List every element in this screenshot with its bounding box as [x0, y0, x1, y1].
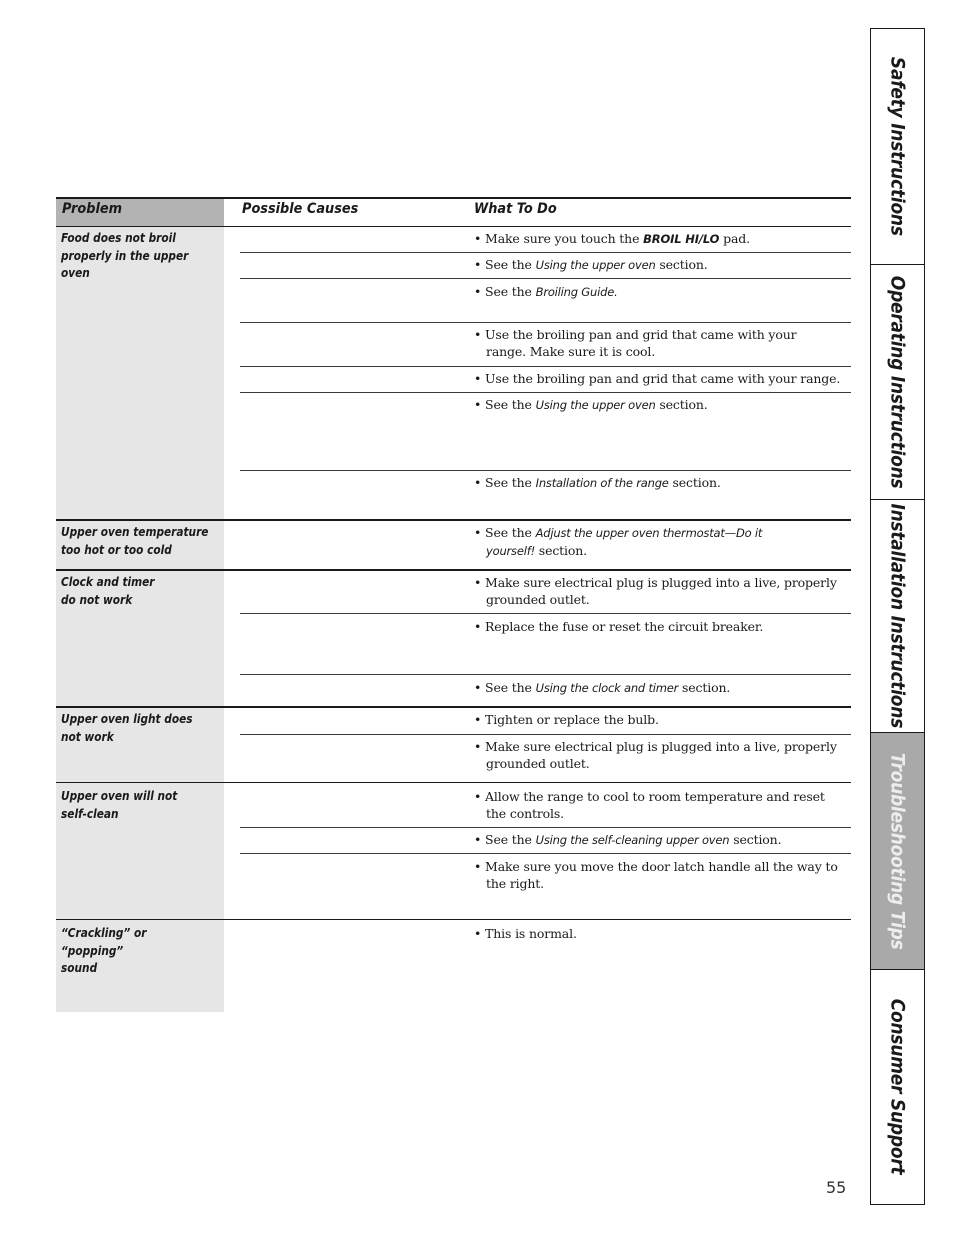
- row-rule: [240, 278, 851, 279]
- tab-label: Consumer Support: [886, 999, 909, 1175]
- problem-label: Food does not broil properly in the upper oven: [61, 231, 189, 280]
- row-rule: [240, 853, 851, 854]
- row-rule: [240, 613, 851, 614]
- action-text: • Make sure electrical plug is plugged into a live, properly grounded outlet.: [474, 739, 837, 771]
- row-rule: [240, 322, 851, 323]
- tab-safety-instructions[interactable]: [871, 29, 924, 264]
- action-text: • Allow the range to cool to room temperature and reset the controls.: [474, 789, 825, 821]
- tab-consumer-support[interactable]: [871, 970, 924, 1204]
- problem-label: Upper oven temperature too hot or too cold: [61, 525, 209, 557]
- section-rule: [56, 782, 851, 783]
- header-bottom-rule: [56, 226, 851, 227]
- action-text: • See the Using the self-cleaning upper oven section.: [474, 832, 782, 847]
- row-rule: [240, 366, 851, 367]
- tab-operating-instructions[interactable]: [871, 265, 924, 499]
- action-text: • This is normal.: [474, 926, 577, 941]
- tab-label: Operating Instructions: [886, 275, 909, 489]
- section-rule: [56, 519, 851, 521]
- section-rule: [56, 919, 851, 920]
- problem-label: “Crackling” or “popping” sound: [61, 926, 147, 975]
- problem-label: Clock and timer do not work: [61, 575, 155, 607]
- header-possible-causes: Possible Causes: [242, 201, 359, 217]
- row-rule: [240, 392, 851, 393]
- section-rule: [56, 706, 851, 708]
- row-rule: [240, 470, 851, 471]
- tab-troubleshooting-tips[interactable]: [871, 733, 924, 969]
- action-text: • Use the broiling pan and grid that came with your range.: [474, 371, 841, 386]
- action-text: • Make sure electrical plug is plugged into a live, properly grounded outlet.: [474, 575, 837, 607]
- tab-label: Safety Instructions: [886, 57, 909, 236]
- table-top-rule: [56, 197, 851, 199]
- action-text: • See the Using the upper oven section.: [474, 257, 708, 272]
- action-text: • Make sure you move the door latch handle all the way to the right.: [474, 859, 838, 891]
- action-text: • Use the broiling pan and grid that came with your range. Make sure it is cool.: [474, 327, 797, 359]
- problem-column-bg: [56, 227, 224, 1012]
- action-text: • See the Using the upper oven section.: [474, 397, 708, 412]
- problem-label: Upper oven will not self-clean: [61, 789, 178, 821]
- action-text: • Make sure you touch the BROIL HI/LO pad.: [474, 231, 750, 246]
- action-text: • See the Adjust the upper oven thermostat—Do it yourself! section.: [474, 525, 763, 558]
- action-text: • See the Broiling Guide.: [474, 284, 618, 299]
- section-rule: [56, 569, 851, 571]
- row-rule: [240, 734, 851, 735]
- row-rule: [240, 252, 851, 253]
- page-number: 55: [826, 1178, 847, 1197]
- header-what-to-do: What To Do: [474, 201, 557, 217]
- tab-label: Troubleshooting Tips: [886, 752, 909, 950]
- header-problem: Problem: [62, 201, 123, 217]
- action-text: • Replace the fuse or reset the circuit breaker.: [474, 619, 764, 634]
- tab-installation-instructions[interactable]: [871, 500, 924, 732]
- row-rule: [240, 674, 851, 675]
- problem-label: Upper oven light does not work: [61, 712, 193, 744]
- row-rule: [240, 827, 851, 828]
- tab-label: Installation Instructions: [886, 503, 909, 729]
- action-text: • See the Installation of the range section.: [474, 475, 721, 490]
- action-text: • Tighten or replace the bulb.: [474, 712, 659, 727]
- action-text: • See the Using the clock and timer section.: [474, 680, 731, 695]
